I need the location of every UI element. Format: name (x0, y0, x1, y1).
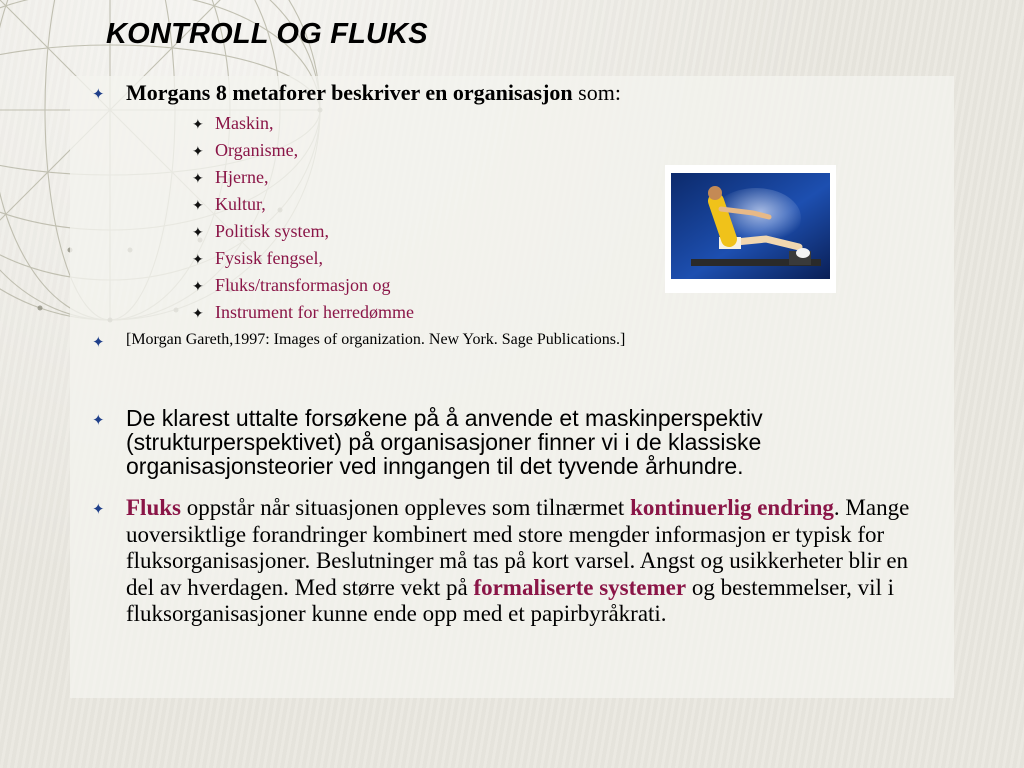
bullet-icon: ✦ (92, 500, 105, 518)
sub-bullet-icon: ✦ (192, 171, 204, 187)
metaphor-item: Fluks/transformasjon og (215, 275, 391, 295)
metaphor-item: Maskin, (215, 113, 274, 133)
bullet-icon: ✦ (92, 411, 105, 429)
sub-bullet-icon: ✦ (192, 252, 204, 268)
paragraph-text: og bestemmelser, vil i fluksorganisasjoner kunne ende opp med et papirbyråkrati. (126, 574, 895, 626)
sub-bullet-icon: ✦ (192, 198, 204, 214)
metaphor-item: Hjerne, (215, 167, 269, 187)
intro-line (126, 80, 621, 106)
term-fluks: Fluks (126, 495, 181, 520)
slide-title: KONTROLL OG FLUKS (106, 18, 428, 50)
bullet-icon: ✦ (92, 333, 105, 351)
sub-bullet-icon: ✦ (192, 306, 204, 322)
intro-bold-text: Morgans 8 metaforer beskriver en organisasjon (126, 80, 573, 105)
sub-bullet-icon: ✦ (192, 225, 204, 241)
sub-bullet-icon: ✦ (192, 279, 204, 295)
metaphor-item: Instrument for herredømme (215, 302, 414, 322)
paragraph-text: oppstår når situasjonen oppleves som tilnærmet (180, 495, 631, 520)
term-formal-systems: formaliserte systemer (473, 574, 687, 600)
sub-bullet-icon: ✦ (192, 117, 204, 133)
metaphor-item: Fysisk fengsel, (215, 248, 323, 268)
paragraph-machine-perspective: De klarest uttalte forsøkene på å anvende et maskinperspektiv (strukturperspektivet) på organisasjoner finner vi i de klassiske organisasjonsteorier ved inngangen til det tyvende århundre. (126, 405, 763, 479)
paragraph-text: . Mange uoversiktlige forandringer kombinert med store mengder informasjon er typisk for fluksorganisasjoner. Beslutninger må tas på kort varsel. Angst og usikkerheter blir en del av hverdagen. Med større vekt på (126, 495, 910, 600)
paragraph-flux (126, 495, 926, 628)
intro-rest-text: som: (572, 80, 621, 105)
term-continuous-change: kontinuerlig endring (630, 495, 834, 520)
metaphor-item: Organisme, (215, 140, 299, 160)
metaphor-item: Politisk system, (215, 221, 330, 241)
metaphor-item: Kultur, (215, 194, 266, 214)
bullet-icon: ✦ (92, 85, 105, 103)
reference-text: [Morgan Gareth,1997: Images of organization. New York. Sage Publications.] (126, 331, 626, 348)
rowing-machine-photo (665, 165, 836, 293)
sub-bullet-icon: ✦ (192, 144, 204, 160)
